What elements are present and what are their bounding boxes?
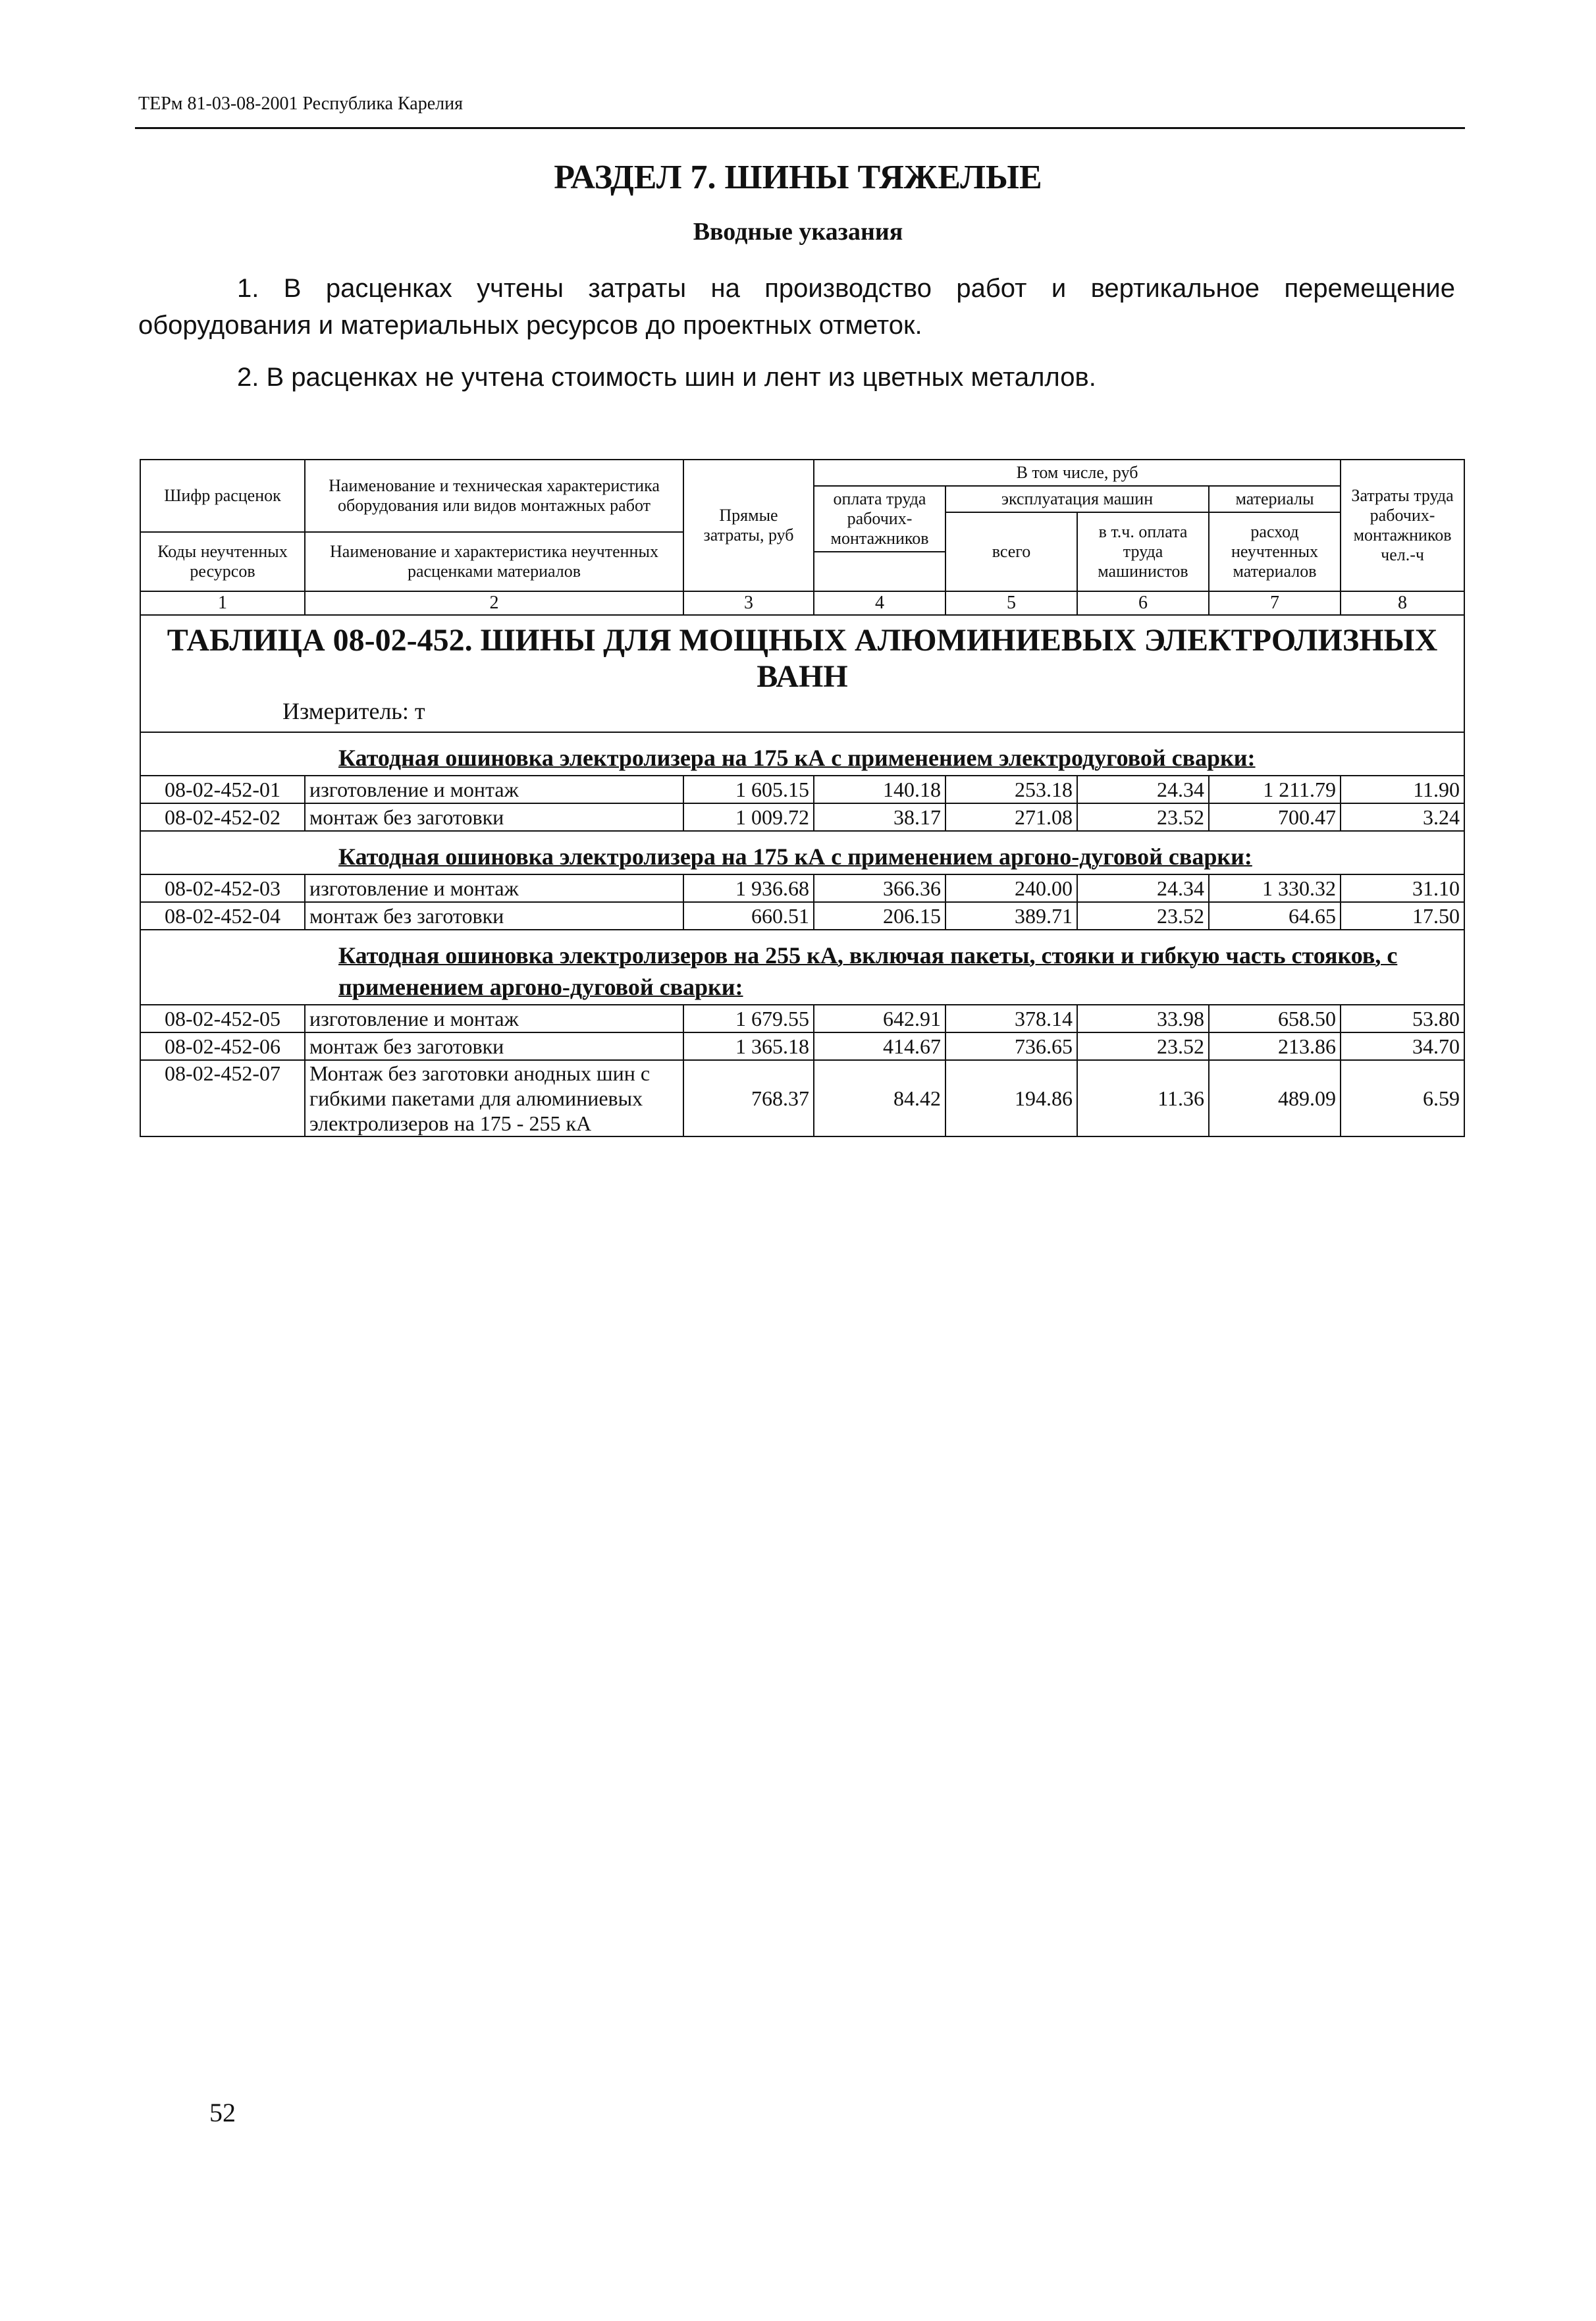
rate-name: монтаж без заготовки: [305, 803, 683, 831]
rate-name: изготовление и монтаж: [305, 1005, 683, 1032]
rate-code: 08-02-452-01: [140, 776, 305, 803]
wages: 206.15: [814, 902, 945, 930]
labor: 31.10: [1341, 874, 1464, 902]
rate-name: Монтаж без заготовки анодных шин с гибкими пакетами для алюминиевых электролизеров на 175 - 255 кА: [305, 1060, 683, 1136]
section-title: РАЗДЕЛ 7. ШИНЫ ТЯЖЕЛЫЕ: [554, 159, 1042, 196]
header-machines-total: всего: [945, 512, 1077, 591]
labor: 6.59: [1341, 1060, 1464, 1136]
machines-total: 378.14: [945, 1005, 1077, 1032]
wages: 84.42: [814, 1060, 945, 1136]
column-number: 6: [1077, 591, 1209, 615]
header-including: В том числе, руб: [814, 460, 1341, 486]
rates-table: [140, 459, 1465, 1137]
header-code: Шифр расценок: [140, 460, 305, 532]
section-heading: Катодная ошиновка электролизеров на 255 кА, включая пакеты, стояки и гибкую часть стояков, с применением аргоно-дуговой сварки:: [140, 930, 1464, 1005]
materials: 1 211.79: [1209, 776, 1341, 803]
direct-costs: 768.37: [683, 1060, 814, 1136]
header-machines-wages: в т.ч. оплата труда машинистов: [1077, 512, 1209, 591]
rate-name: изготовление и монтаж: [305, 776, 683, 803]
direct-costs: 1 009.72: [683, 803, 814, 831]
materials: 658.50: [1209, 1005, 1341, 1032]
table-measure: Измеритель: т: [140, 695, 1464, 732]
labor: 17.50: [1341, 902, 1464, 930]
wages: 642.91: [814, 1005, 945, 1032]
running-header: ТЕРм 81-03-08-2001 Республика Карелия: [138, 93, 463, 114]
section-heading: Катодная ошиновка электролизера на 175 кА с применением аргоно-дуговой сварки:: [140, 831, 1464, 874]
rate-code: 08-02-452-04: [140, 902, 305, 930]
table-title: ТАБЛИЦА 08-02-452. ШИНЫ ДЛЯ МОЩНЫХ АЛЮМИНИЕВЫХ ЭЛЕКТРОЛИЗНЫХ ВАНН: [140, 615, 1464, 695]
labor: 53.80: [1341, 1005, 1464, 1032]
rate-name: монтаж без заготовки: [305, 902, 683, 930]
header-direct-costs: Прямые затраты, руб: [683, 460, 814, 591]
column-number: 5: [945, 591, 1077, 615]
section-heading: Катодная ошиновка электролизера на 175 кА с применением электродуговой сварки:: [140, 732, 1464, 776]
materials: 213.86: [1209, 1032, 1341, 1060]
intro-title: Вводные указания: [693, 218, 903, 246]
header-materials: материалы: [1209, 486, 1341, 512]
rate-code: 08-02-452-03: [140, 874, 305, 902]
direct-costs: 1 605.15: [683, 776, 814, 803]
materials: 700.47: [1209, 803, 1341, 831]
labor: 11.90: [1341, 776, 1464, 803]
table-row: [140, 1005, 1464, 1032]
wages: 140.18: [814, 776, 945, 803]
machines-wages: 11.36: [1077, 1060, 1209, 1136]
wages: 366.36: [814, 874, 945, 902]
machines-wages: 23.52: [1077, 902, 1209, 930]
machines-total: 271.08: [945, 803, 1077, 831]
machines-total: 194.86: [945, 1060, 1077, 1136]
table-row: [140, 803, 1464, 831]
table-row: [140, 874, 1464, 902]
machines-wages: 33.98: [1077, 1005, 1209, 1032]
rate-code: 08-02-452-05: [140, 1005, 305, 1032]
column-number: 8: [1341, 591, 1464, 615]
materials: 64.65: [1209, 902, 1341, 930]
header-resource-codes: Коды неучтенных ресурсов: [140, 532, 305, 591]
intro-paragraph-2: 2. В расценках не учтена стоимость шин и лент из цветных металлов.: [237, 363, 1096, 392]
rate-code: 08-02-452-02: [140, 803, 305, 831]
direct-costs: 660.51: [683, 902, 814, 930]
column-number: 3: [683, 591, 814, 615]
labor: 34.70: [1341, 1032, 1464, 1060]
direct-costs: 1 365.18: [683, 1032, 814, 1060]
machines-wages: 23.52: [1077, 1032, 1209, 1060]
table-row: [140, 902, 1464, 930]
machines-wages: 24.34: [1077, 776, 1209, 803]
table-row: [140, 1032, 1464, 1060]
machines-wages: 23.52: [1077, 803, 1209, 831]
header-materials-name: Наименование и характеристика неучтенных расценками материалов: [305, 532, 683, 591]
rate-code: 08-02-452-07: [140, 1060, 305, 1136]
header-wages: оплата труда рабочих-монтажников: [814, 486, 945, 552]
wages: 38.17: [814, 803, 945, 831]
table-row: [140, 1060, 1464, 1136]
column-number: 7: [1209, 591, 1341, 615]
machines-total: 736.65: [945, 1032, 1077, 1060]
machines-wages: 24.34: [1077, 874, 1209, 902]
direct-costs: 1 936.68: [683, 874, 814, 902]
materials: 1 330.32: [1209, 874, 1341, 902]
machines-total: 389.71: [945, 902, 1077, 930]
wages: 414.67: [814, 1032, 945, 1060]
header-rule: [135, 127, 1465, 129]
column-number: 1: [140, 591, 305, 615]
column-number: 4: [814, 591, 945, 615]
rate-name: изготовление и монтаж: [305, 874, 683, 902]
direct-costs: 1 679.55: [683, 1005, 814, 1032]
column-number: 2: [305, 591, 683, 615]
header-machines: эксплуатация машин: [945, 486, 1209, 512]
intro-paragraph-1: 1. В расценках учтены затраты на производство работ и вертикальное перемещение оборудования и материальных ресурсов до проектных отметок.: [138, 274, 1455, 340]
rate-code: 08-02-452-06: [140, 1032, 305, 1060]
materials: 489.09: [1209, 1060, 1341, 1136]
header-name: Наименование и техническая характеристика оборудования или видов монтажных работ: [305, 460, 683, 532]
page-number: 52: [209, 2098, 236, 2127]
rate-name: монтаж без заготовки: [305, 1032, 683, 1060]
table-row: [140, 776, 1464, 803]
header-labor: Затраты труда рабочих-монтажников чел.-ч: [1341, 460, 1464, 591]
machines-total: 253.18: [945, 776, 1077, 803]
header-materials-unaccounted: расход неучтенных материалов: [1209, 512, 1341, 591]
labor: 3.24: [1341, 803, 1464, 831]
machines-total: 240.00: [945, 874, 1077, 902]
